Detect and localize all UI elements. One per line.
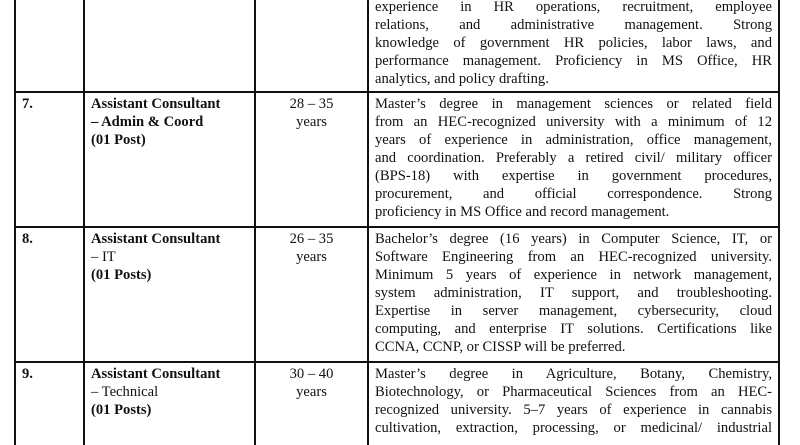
age-range: 26 – 35: [289, 231, 334, 247]
requirements-cell: [368, 227, 779, 362]
age-cell: [255, 92, 368, 227]
age-range: 30 – 40: [289, 366, 334, 382]
requirements-line: knowledge of government HR policies, labor laws, and: [375, 35, 772, 51]
table-row: [15, 0, 779, 92]
requirements-line: Biotechnology, or Pharmaceutical Sciences from an HEC-: [375, 384, 772, 400]
post-title: Assistant Consultant: [91, 231, 221, 247]
requirements-line: proficiency in MS Office and record management.: [375, 204, 670, 220]
requirements-line: relations, and administrative management. Strong: [375, 17, 772, 33]
requirements-line: from an HEC-recognized university with a minimum of 12: [375, 114, 772, 130]
requirements-line: performance management. Proficiency in MS Office, HR: [375, 53, 772, 69]
requirements-cell: [368, 0, 779, 92]
age-cell: [255, 0, 368, 92]
position-number: 7.: [15, 92, 84, 227]
post-count: (01 Posts): [91, 402, 152, 418]
requirements-cell: [368, 362, 779, 445]
age-unit: years: [296, 249, 327, 265]
post-cell: [84, 227, 255, 362]
table-row: [15, 92, 779, 227]
requirements-line: Software Engineering from an HEC-recognized university.: [375, 249, 772, 265]
requirements-line: CCNA, CCNP, or CISSP will be preferred.: [375, 339, 626, 355]
requirements-line: Minimum 5 years of experience in network management,: [375, 267, 772, 283]
post-subtitle: – IT: [91, 249, 116, 265]
positions-table: [14, 0, 780, 445]
age-unit: years: [296, 114, 327, 130]
table-row: [15, 362, 779, 445]
age-cell: [255, 227, 368, 362]
requirements-line: experience in HR operations, recruitment, employee: [375, 0, 772, 15]
post-subtitle: – Admin & Coord: [91, 114, 204, 130]
age-range: 28 – 35: [289, 96, 334, 112]
requirements-line: cultivation, extraction, processing, or medicinal/ industrial: [375, 420, 772, 436]
post-cell: [84, 0, 255, 92]
requirements-line: Expertise in server management, cybersecurity, cloud: [375, 303, 772, 319]
post-title: Assistant Consultant: [91, 96, 221, 112]
post-count: (01 Post): [91, 132, 146, 148]
requirements-line: analytics, and policy drafting.: [375, 71, 549, 87]
requirements-line: recognized university. 5–7 years of experience in cannabis: [375, 402, 772, 418]
requirements-line: years of experience in administration, office management,: [375, 132, 772, 148]
post-cell: [84, 92, 255, 227]
requirements-line: system administration, IT support, and troubleshooting.: [375, 285, 772, 301]
requirements-line: Master’s degree in management sciences or related field: [375, 96, 772, 112]
age-unit: years: [296, 384, 327, 400]
requirements-line: Master’s degree in Agriculture, Botany, Chemistry,: [375, 366, 772, 382]
position-number: [15, 0, 84, 92]
post-title: Assistant Consultant: [91, 366, 221, 382]
requirements-cell: [368, 92, 779, 227]
requirements-line: Bachelor’s degree (16 years) in Computer Science, IT, or: [375, 231, 772, 247]
requirements-line: and coordination. Preferably a retired civil/ military officer: [375, 150, 772, 166]
requirements-line: computing, and enterprise IT solutions. Certifications like: [375, 321, 772, 337]
requirements-line: procurement, and official correspondence. Strong: [375, 186, 772, 202]
age-cell: [255, 362, 368, 445]
position-number: 9.: [15, 362, 84, 445]
table-row: [15, 227, 779, 362]
requirements-line: (BPS-18) with expertise in government procedures,: [375, 168, 772, 184]
post-subtitle: – Technical: [91, 384, 159, 400]
post-cell: [84, 362, 255, 445]
post-count: (01 Posts): [91, 267, 152, 283]
position-number: 8.: [15, 227, 84, 362]
